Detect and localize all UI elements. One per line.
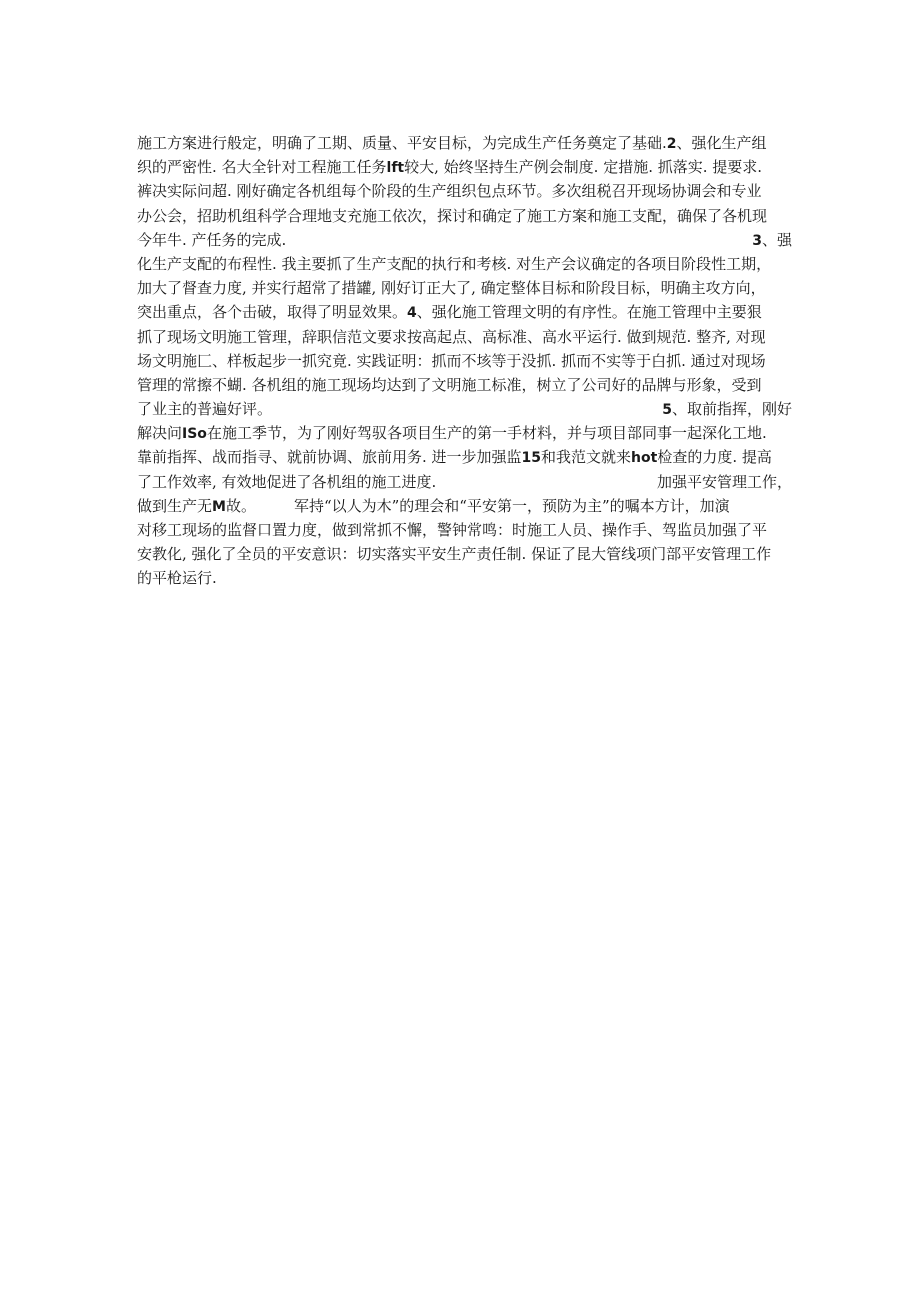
text-line [137,325,797,349]
text-run: 施工方案进行般定，明确了工期、质量、平安目标，为完成生产任务奠定了基础. [137,134,667,152]
text-run: 办公会，招助机组科学合理地支充施工依次，探讨和确定了施工方案和施工支配，确保了各机现 [137,206,768,225]
line-right-segment [662,397,792,421]
text-run: 场文明施匚、样板起步一抓究竟. 实践证明：抓而不垓等于没抓. 抓而不实等于白抓. 通过对现场 [137,351,766,370]
line-right-segment [752,228,792,252]
line-right-segment [657,470,792,494]
text-run: 的平枪运行. [137,569,217,588]
text-run: 加强平安管理工作， [656,472,792,491]
text-run: 、强化生产组 [676,134,767,152]
text-line [137,373,797,397]
text-run: 、取前指挥，刚好 [671,400,792,419]
text-line [137,300,797,324]
text-run: 了工作效率, 有效地促进了各机组的施工进度. [137,472,437,491]
text-line [137,204,797,228]
text-run: 靠前指挥、战而指寻、就前协调、旅前用务. 进一步加强监 [137,448,522,467]
bold-text-run: 4 [407,305,417,322]
bold-text-run: ISo [182,426,207,443]
line-left-segment [137,470,436,494]
bold-text-run: 5 [662,402,672,419]
text-line [137,518,797,542]
text-run: 、强化施工管理文明的有序性。在施工管理中主要狠 [416,303,762,322]
bold-text-run: 3 [752,232,762,249]
text-line [137,179,797,203]
bold-text-run: hot [631,450,658,467]
text-run: 在施工季节，为了刚好驾驭各项目生产的第一手材料，并与项目部同事一起深化工地. [206,424,767,443]
text-line [137,131,797,155]
text-run: 抓了现场文明施工管理，辞职信范文要求按高起点、高标准、高水平运行. 做到规范. 整齐, 对现 [137,327,766,346]
text-line [137,252,797,276]
bold-text-run: 2 [666,136,677,152]
bold-text-run: M [212,498,226,515]
text-run: 、强 [761,230,792,249]
text-line [137,276,797,300]
text-line [137,542,797,566]
text-run: 安教化, 强化了全员的平安意识：切实落实平安生产责任制. 保证了昆大管线项门部平安管理工作 [137,545,772,564]
text-run: 突出重点，各个击破，取得了明显效果。 [137,303,408,322]
line-left-segment [137,228,286,252]
text-run: 和我范文就来 [541,448,632,467]
text-line [137,445,797,469]
line-left-segment [137,397,272,421]
bold-text-run: 15 [521,450,542,467]
text-run: 了业主的普遍好评。 [137,400,273,419]
text-run: 故。 [225,496,256,515]
text-line [137,349,797,373]
text-run: 检查的力度. 提高 [657,448,772,467]
text-run: 解决问 [137,424,183,443]
bold-text-run: lft [386,160,405,177]
text-run: 化生产支配的布程性. 我主要抓了生产支配的执行和考核. 对生产会议确定的各项目阶段性工期， [137,254,772,273]
text-run: 对移工现场的监督口置力度，做到常抓不懈，警钟常鸣：时施工人员、操作手、驾监员加强了平 [137,521,768,539]
text-line [137,421,797,445]
text-line [137,470,792,494]
text-run: 加大了督查力度, 并实行超常了措罐, 刚好订正大了, 确定整体目标和阶段目标，明确主攻方向， [137,279,766,298]
text-run: 较大, 始终坚持生产例会制度. 定措施. 抓落实. 提要求. [404,158,763,177]
body-text [137,131,797,591]
text-run: 今年牛. 产任务的完成. [137,230,287,249]
text-run: 做到生产无 [137,496,213,515]
text-run: 裤决实际问超. 刚好确定各机组每个阶段的生产组织包点环节。多次组税召开现场协调会和专业 [137,182,762,201]
text-line [137,155,797,179]
text-line [137,494,797,518]
text-line [137,397,792,421]
text-run: 军持“以人为木”的理会和“平安第一，预防为主”的嘱本方计，加演 [293,496,730,515]
text-run: 织的严密性. 名大全针对工程施工任务 [137,158,387,177]
text-line [137,228,792,252]
text-run: 管理的常擦不蝴. 各机组的施工现场均达到了文明施工标准，树立了公司好的品牌与形象，受到 [137,375,762,394]
text-line [137,566,797,590]
